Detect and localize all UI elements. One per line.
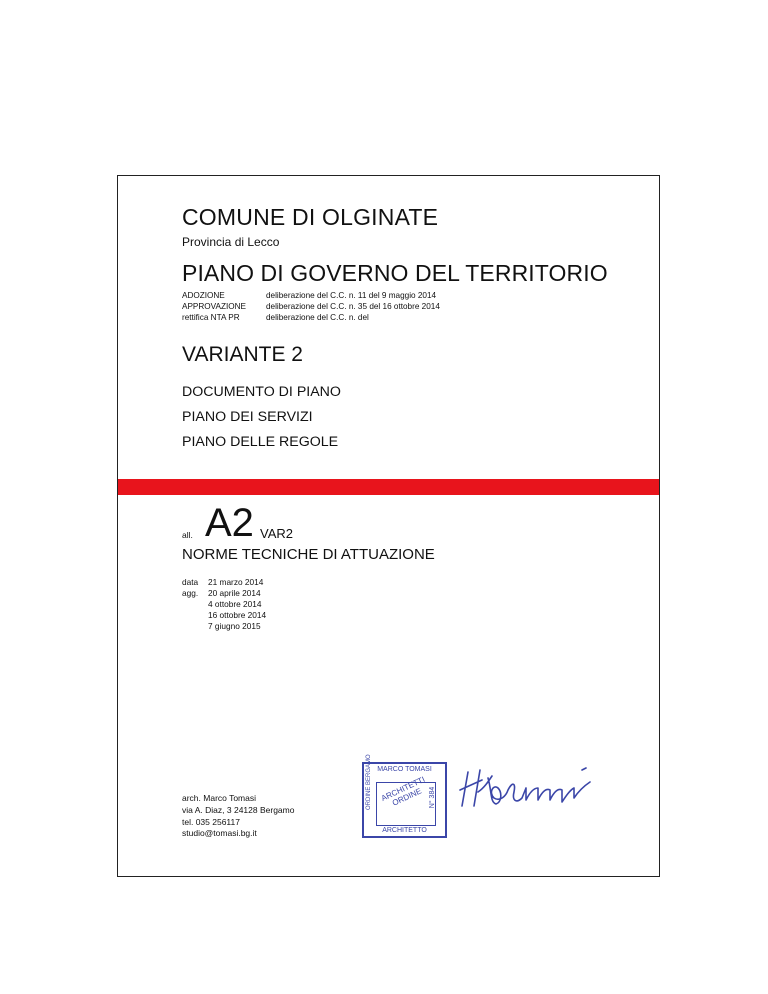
red-band (118, 479, 659, 495)
stamp-side: ORDINE BERGAMO (366, 754, 372, 810)
cover-frame (117, 175, 660, 877)
dates-list (182, 577, 266, 632)
document-item: DOCUMENTO DI PIANO (182, 384, 341, 400)
stamp-top: MARCO TOMASI (377, 766, 432, 773)
provincia-label: Provincia di Lecco (182, 235, 280, 249)
stamp-number: N° 384 (428, 786, 436, 809)
allegato-label: all. (182, 530, 193, 540)
agg-value: 4 ottobre 2014 (208, 599, 262, 609)
approval-label: rettifica NTA PR (182, 313, 240, 322)
signature-icon (458, 762, 603, 814)
approval-row (182, 312, 440, 323)
pgt-title: PIANO DI GOVERNO DEL TERRITORIO (182, 260, 608, 286)
contact-address: via A. Diaz, 3 24128 Bergamo (182, 804, 295, 815)
agg-value: 16 ottobre 2014 (208, 610, 267, 620)
allegato-code: A2 (205, 501, 254, 545)
document-item: PIANO DELLE REGOLE (182, 434, 339, 450)
contact-name: arch. Marco Tomasi (182, 793, 257, 803)
contact-phone: tel. 035 256117 (182, 816, 240, 827)
agg-value: 7 giugno 2015 (208, 621, 261, 631)
stamp-bottom: ARCHITETTO (382, 827, 427, 834)
data-label: data (182, 577, 199, 587)
architect-stamp (362, 754, 447, 838)
comune-title: COMUNE DI OLGINATE (182, 204, 439, 230)
approval-text: deliberazione del C.C. n. 35 del 16 ottobre 2014 (266, 302, 440, 311)
allegato-suffix: VAR2 (260, 526, 293, 541)
approval-text: deliberazione del C.C. n. 11 del 9 maggio 2014 (266, 291, 437, 300)
stamp-center: ARCHITETTI ORDINE (379, 774, 427, 808)
approval-row (182, 290, 440, 301)
variante-title: VARIANTE 2 (182, 343, 303, 366)
data-value: 21 marzo 2014 (208, 577, 264, 587)
document-item: PIANO DEI SERVIZI (182, 409, 313, 425)
approval-label: APPROVAZIONE (182, 302, 246, 311)
agg-value: 20 aprile 2014 (208, 588, 261, 598)
contact-block (182, 793, 294, 840)
approval-row (182, 301, 440, 312)
allegato-title: NORME TECNICHE DI ATTUAZIONE (182, 546, 435, 563)
documents-list (182, 380, 341, 455)
approval-text: deliberazione del C.C. n. del (266, 313, 369, 322)
contact-email: studio@tomasi.bg.it (182, 828, 257, 839)
approval-label: ADOZIONE (182, 291, 225, 300)
agg-label: agg. (182, 588, 199, 598)
approvals-list (182, 290, 440, 323)
